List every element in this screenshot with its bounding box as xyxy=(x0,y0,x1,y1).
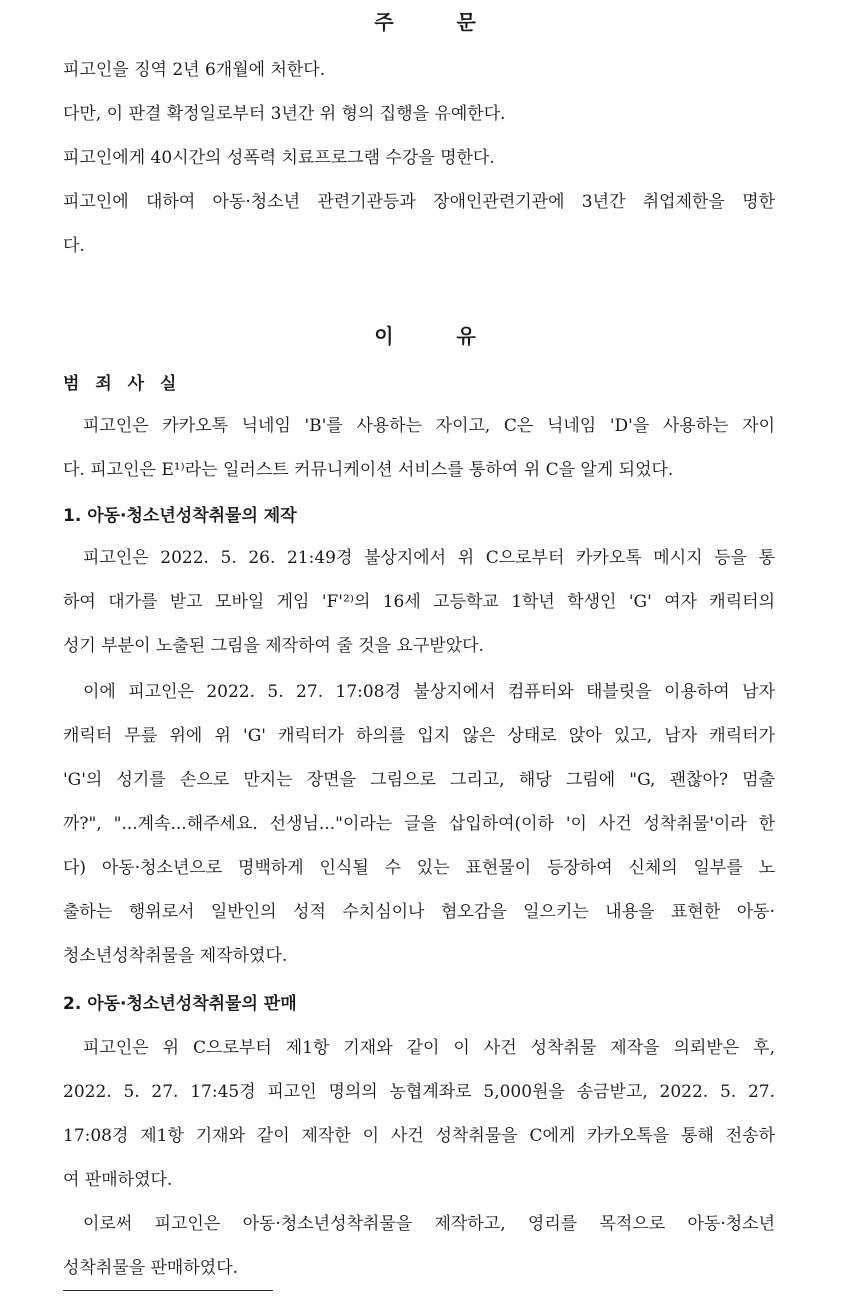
section2-p1-line-2: 2022. 5. 27. 17:45경 피고인 명의의 농협계좌로 5,000원을 송금받고, 2022. 5. 27. xyxy=(63,1082,775,1102)
intro-line-1: 피고인은 카카오톡 닉네임 'B'를 사용하는 자이고, C은 닉네임 'D'을 사용하는 자이 xyxy=(83,416,775,436)
section1-p1-line-1: 피고인은 2022. 5. 26. 21:49경 불상지에서 위 C으로부터 카카오톡 메시지 등을 통 xyxy=(83,548,775,568)
footnote-divider xyxy=(63,1290,273,1291)
section2-p2-line-1: 이로써 피고인은 아동·청소년성착취물을 제작하고, 영리를 목적으로 아동·청소년 xyxy=(83,1214,775,1234)
section1-p2-line-3: 'G'의 성기를 손으로 만지는 장면을 그림으로 그리고, 해당 그림에 "G, 괜찮아? 멈출 xyxy=(63,770,775,790)
section1-p2-line-2: 캐릭터 무릎 위에 위 'G' 캐릭터가 하의를 입지 않은 상태로 앉아 있고, 남자 캐릭터가 xyxy=(63,726,775,746)
judgment-line-2: 다만, 이 판결 확정일로부터 3년간 위 형의 집행을 유예한다. xyxy=(63,104,506,124)
judgment-line-3: 피고인에게 40시간의 성폭력 치료프로그램 수강을 명한다. xyxy=(63,148,495,168)
section1-p2-line-5: 다) 아동·청소년으로 명백하게 인식될 수 있는 표현물이 등장하여 신체의 일부를 노 xyxy=(63,858,775,878)
judgment-line-4: 피고인에 대하여 아동·청소년 관련기관등과 장애인관련기관에 3년간 취업제한을 명한 xyxy=(63,192,775,212)
reasons-title: 이 유 xyxy=(374,324,476,348)
judgment-line-1: 피고인을 징역 2년 6개월에 처한다. xyxy=(63,60,326,80)
judgment-title: 주 문 xyxy=(374,10,476,34)
intro-line-2: 다. 피고인은 E¹⁾라는 일러스트 커뮤니케이션 서비스를 통하여 위 C을 알게 되었다. xyxy=(63,460,674,480)
section2-p1-line-1: 피고인은 위 C으로부터 제1항 기재와 같이 이 사건 성착취물 제작을 의뢰받은 후, xyxy=(83,1038,775,1058)
section1-p2-line-7: 청소년성착취물을 제작하였다. xyxy=(63,946,288,966)
crime-facts-heading: 범 죄 사 실 xyxy=(63,374,182,394)
section2-heading: 2. 아동·청소년성착취물의 판매 xyxy=(63,994,297,1014)
judgment-line-5: 다. xyxy=(63,236,85,256)
section1-p2-line-1: 이에 피고인은 2022. 5. 27. 17:08경 불상지에서 컴퓨터와 태블릿을 이용하여 남자 xyxy=(83,682,775,702)
section1-p2-line-4: 까?", "...계속...해주세요. 선생님..."이라는 글을 삽입하여(이하 '이 사건 성착취물'이라 한 xyxy=(63,814,775,834)
section1-heading: 1. 아동·청소년성착취물의 제작 xyxy=(63,506,297,526)
section1-p2-line-6: 출하는 행위로서 일반인의 성적 수치심이나 혐오감을 일으키는 내용을 표현한 아동· xyxy=(63,902,775,922)
section2-p1-line-4: 여 판매하였다. xyxy=(63,1170,173,1190)
section1-p1-line-2: 하여 대가를 받고 모바일 게임 'F'²⁾의 16세 고등학교 1학년 학생인 'G' 여자 캐릭터의 xyxy=(63,592,775,612)
section1-p1-line-3: 성기 부분이 노출된 그림을 제작하여 줄 것을 요구받았다. xyxy=(63,636,484,656)
section2-p2-line-2: 성착취물을 판매하였다. xyxy=(63,1258,239,1278)
section2-p1-line-3: 17:08경 제1항 기재와 같이 제작한 이 사건 성착취물을 C에게 카카오톡을 통해 전송하 xyxy=(63,1126,775,1146)
